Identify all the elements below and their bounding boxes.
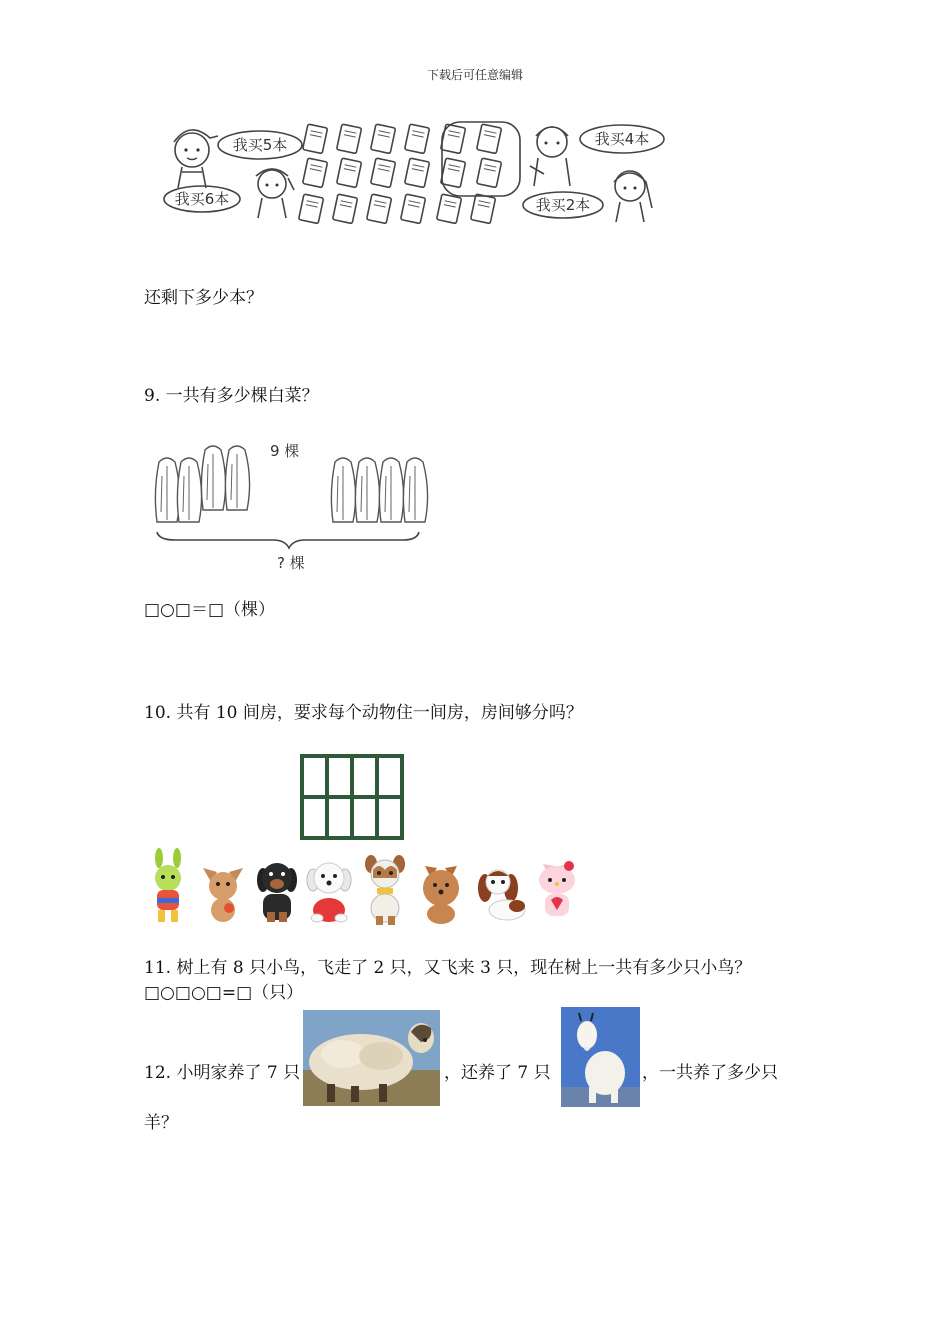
boy-with-cap-icon [174, 130, 218, 188]
chihuahua-icon [203, 868, 243, 922]
q11-question: 11. 树上有 8 只小鸟，飞走了 2 只，又飞来 3 只，现在树上一共有多少只小鸟？ [144, 958, 752, 978]
book-icon [337, 124, 362, 154]
speech-bubble-1 [218, 131, 302, 159]
rooms-grid [300, 754, 406, 840]
book-icon [437, 194, 462, 224]
book-icon [471, 194, 496, 224]
q9-question: 9. 一共有多少棵白菜？ [144, 386, 319, 406]
book-icon [303, 124, 328, 154]
book-icon [441, 124, 466, 154]
speech-bubble-2 [164, 186, 240, 212]
book-icon [477, 158, 502, 188]
svg-text:我买5本: 我买5本 [232, 136, 288, 154]
white-puppy-icon [307, 863, 351, 922]
q12-text-part4: 羊？ [144, 1113, 178, 1133]
q9-answer-template: □○□＝□（棵） [144, 600, 276, 620]
book-icon [477, 124, 502, 154]
book-icon [333, 194, 358, 224]
cabbage-icon [403, 458, 427, 522]
q12-text-part1: 12. 小明家养了 7 只 [144, 1063, 301, 1083]
pomeranian-icon [423, 866, 459, 924]
brace [157, 532, 419, 548]
svg-text:我买2本: 我买2本 [535, 196, 591, 214]
svg-text:我买6本: 我买6本 [174, 190, 230, 208]
svg-text:我买4本: 我买4本 [594, 130, 650, 148]
books-grid [299, 124, 502, 224]
book-icon [441, 158, 466, 188]
q11-answer-template: □○□○□=□（只） [144, 983, 304, 1003]
q12-text-part2: ，还养了 7 只 [444, 1063, 551, 1083]
cabbage-icon [177, 458, 201, 522]
cabbage-icon [379, 458, 403, 522]
girl-icon [256, 169, 294, 218]
book-icon [371, 158, 396, 188]
boy-icon [530, 127, 570, 186]
animals-row [145, 850, 590, 930]
cabbage-icon [201, 446, 225, 510]
bunny-doll-icon [155, 848, 181, 922]
sheep-photo [303, 1010, 440, 1106]
cabbage-figure [145, 432, 455, 577]
cabbage-icon [355, 458, 379, 522]
hello-kitty-icon [539, 861, 575, 916]
book-icon [405, 158, 430, 188]
speech-bubble-3 [580, 125, 664, 153]
books-figure [160, 112, 670, 232]
q8-question-tail: 还剩下多少本？ [144, 288, 263, 308]
book-icon [371, 124, 396, 154]
book-icon [367, 194, 392, 224]
cabbage-icon [331, 458, 355, 522]
black-puppy-icon [257, 863, 297, 922]
speech-bubble-4 [523, 192, 603, 218]
goat-photo [561, 1007, 640, 1107]
cabbage-icon [155, 458, 179, 522]
q10-question: 10. 共有 10 间房，要求每个动物住一间房，房间够分吗？ [144, 703, 583, 723]
book-icon [299, 194, 324, 224]
page-header: 下载后可任意编辑 [426, 68, 523, 82]
boxer-dog-icon [365, 855, 405, 925]
q12-text-part3: ，一共养了多少只 [642, 1063, 778, 1083]
cabbage-icon [225, 446, 249, 510]
spaniel-icon [478, 870, 525, 920]
girl-with-ponytail-icon [614, 171, 652, 222]
label-nine-trees: 9 棵 [270, 442, 300, 460]
book-icon [337, 158, 362, 188]
book-icon [401, 194, 426, 224]
book-icon [303, 158, 328, 188]
label-unknown-trees: ? 棵 [277, 554, 305, 572]
book-icon [405, 124, 430, 154]
